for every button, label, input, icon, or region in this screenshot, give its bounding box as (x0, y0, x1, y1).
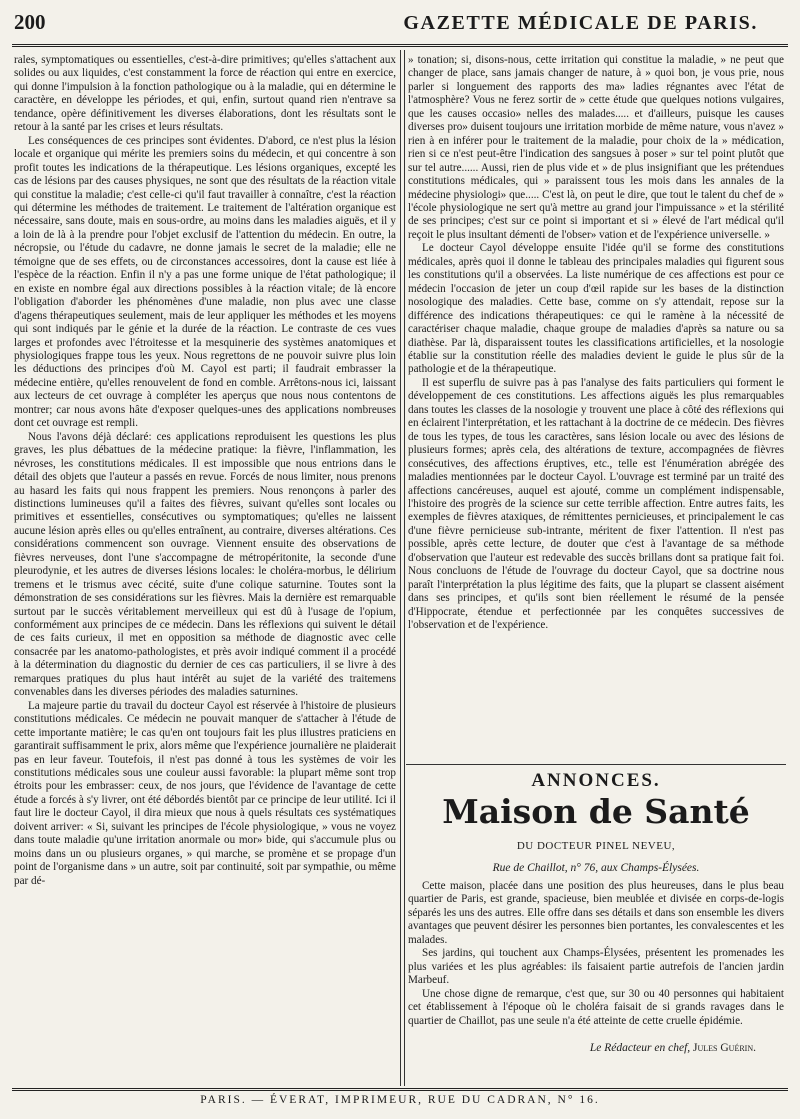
paragraph: Le docteur Cayol développe ensuite l'idée qu'il se forme des constitutions médicales, après quoi il donne le tableau des principales maladies qui figurent sous les constitutions qu'il a observées. La liste numérique de ces affections est pour ce médecin l'occasion de jeter un coup d'œil rapide sur les bases de la distinction nosologique des maladies. Cette base, comme on s'y attendait, repose sur la différence des indications thérapeutiques: ce qui le ramène à la nécessité de caractériser chaque maladie, chaque groupe de maladies d'après sa nature ou sa diathèse. Par là, disparaissent toutes les classifications artificielles, et la nosologie établie sur la constitution réelle des maladies devient le guide le plus sûr de la pathologie et de la thérapeutique. (408, 242, 784, 376)
paragraph: La majeure partie du travail du docteur Cayol est réservée à l'histoire de plusieurs constitutions médicales. Ce médecin ne pouvait manquer de s'attacher à l'étude de cette importante matière; le cas qu'en ont toujours fait les plus illustres praticiens en garantirait suffisamment le prix, alors même que l'expérience journalière ne plaiderait pas en leur faveur. Toutefois, il n'est pas donné à tous les systèmes de voir les constitutions médicales sous une couleur aussi favorable: la plupart même sont trop étroits pour les embrasser: ceux, de nos jours, que l'évidence de l'avantage de cette étude a forcés à s'y livrer, ont été débordés bientôt par ce principe de leur utilité. Ici il faut lire le docteur Cayol, il dira mieux que nous à quels résultats ces systématiques doivent arriver: « Si, suivant les principes de l'école physiologique, » vous ne voyez dans toute maladie qu'une irritation anormale ou mor» bide, qui s'accumule plus ou moins dans un ou plusieurs organes, » qui marche, se promène et se propage d'un point de l'organisme dans » un autre, soit par continuité, soit par sympathie, ou même par dé- (14, 699, 396, 887)
journal-title: GAZETTE MÉDICALE DE PARIS. (403, 12, 758, 34)
annonces-rule (406, 764, 786, 765)
paragraph: Une chose digne de remarque, c'est que, sur 30 ou 40 personnes qui habitaient cet établissement à l'époque où le choléra faisait de si grands ravages dans le quartier de Chaillot, pas une seule n'a été atteinte de cette cruelle épidémie. (408, 987, 784, 1027)
column-divider (400, 50, 405, 1086)
paragraph: Ses jardins, qui touchent aux Champs-Élysées, présentent les promenades les plus variées et les plus agréables: ils faisaient partie autrefois de l'ancien jardin Marbeuf. (408, 947, 784, 987)
signature-prefix: Le Rédacteur en chef, (589, 1041, 691, 1054)
annonces-heading: ANNONCES. (531, 770, 661, 791)
annonce-title: Maison de Santé (442, 792, 750, 831)
paragraph: Cette maison, placée dans une position des plus heureuses, dans le plus beau quartier de Paris, est grande, spacieuse, bien meublée et divisée en corps-de-logis séparés les uns des autres. Elle offre dans ses détails et dans son ensemble les divers avantages que peuvent désirer les personnes bien portantes, les convalescentes et les malades. (408, 880, 784, 946)
paragraph: » tonation; si, disons-nous, cette irritation qui constitue la maladie, » ne peut que changer de place, sans jamais changer de nature, à » quoi bon, je vous prie, nous parler si longuement des rapports des ma» ladies régnantes avec l'état de l'atmosphère? Vous ne ferez sortir de » cette étude que quelques notions vulgaires, que les causes occasio» nelles des malades..... et d'ailleurs, puisque les causes diverses pro» duisent toujours une irritation morbide de même nature, vous n'avez » rien à en inférer pour le traitement de la maladie, pour choix de la » médication, rien si ce n'est peut-être l'indication des sangsues à poser » sur tel point plutôt que sur tel autre...... Aussi, rien de plus vide et » de plus insignifiant que les prétendues constitutions médicales, qui » paraissent tous les mois dans les annales de la médecine physiologi» que..... C'est là, on peut le dire, que tout le talent du chef de » l'école physiologique ne sert qu'à mettre au grand jour l'impuissance » et la stérilité de ses principes; c'est sur ce point si important et si » élevé de l'art médical qu'il reçoit le plus insultant démenti de l'obser» vation et de l'expérience universelle. » (408, 54, 784, 241)
annonce-address: Rue de Chaillot, n° 76, aux Champs-Élysées. (492, 862, 700, 874)
paragraph: Il est superflu de suivre pas à pas l'analyse des faits particuliers qui forment le développement de ces constitutions. Les affections aiguës les plus remarquables dans toutes les classes de la nosologie y trouvent une place à côté des réflexions qui en éclairent l'interprétation, et les rattachant à la doctrine de ce médecin. Des fièvres de tous les types, de tous les caractères, sans lésion locale ou avec des lésions de plusieurs formes; après cela, des altérations de texture, accompagnées de fièvres consécutives, des affections éruptives, etc., telle est l'énumération abrégée des maladies mentionnées par le docteur Cayol. L'ouvrage est terminé par un traité des affections cancéreuses, auquel est ajouté, comme un complément indispensable, l'histoire des progrès de la science sur cette terrible affection. Entre autres faits, les exemples de fièvres ataxiques, de rémittentes pernicieuses, et principalement le cas d'une fièvre pernicieuse sub-intrante, méritent de fixer l'attention. Il n'est pas possible, après cette lecture, de douter que c'est à l'avantage de sa méthode d'observation que l'auteur est redevable des succès brillans dont sa pratique fait foi. Nous concluons de l'étude de l'ouvrage du docteur Cayol, que sa doctrine nous paraît l'interprétation la plus légitime des faits, que la plupart se classent aisément dans ses principes, et qu'ils sont bien réellement le résumé de la pensée d'Hippocrate, étendue et perfectionnée par les conquêtes successives de l'observation et de l'expérience. (408, 376, 784, 632)
editor-signature (408, 1042, 784, 1054)
annonce-doctor: DU DOCTEUR PINEL NEVEU, (516, 840, 676, 852)
right-column (408, 54, 784, 756)
left-column (14, 54, 396, 1086)
signature-name: Jules Guérin. (693, 1041, 756, 1054)
header-rule (12, 44, 788, 47)
paragraph: Nous l'avons déjà déclaré: ces applications reproduisent les questions les plus graves, les plus débattues de la médecine pratique: la fièvre, l'inflammation, les névroses, les constitutions médicales. Il est impossible que nous entrions dans le détail des objets que l'auteur a passés en revue. Forcés de nous limiter, nous prenons au hasard les faits qui nous frappent les premiers. Nous renonçons à parler des distinctions lumineuses qu'il a faites des fièvres, suivant qu'elles sont locales ou primitives et essentielles, consécutives ou symptomatiques; qu'elles ne laissent aucune lésion après elles ou qu'elles entraînent, au contraire, diverses altérations. Ces considérations commencent son ouvrage. Viennent ensuite des observations de fièvres nerveuses, dont l'une s'accompagne de métropéritonite, la seconde d'une pleurodynie, et les autres de diverses lésions locales: le choléra-morbus, le délirium tremens et le trismus avec cécité, suite d'une colique saturnine. Toutes sont la démonstration de ses considérations sur les fièvres. Mais la dernière est remarquable surtout par le succès véritablement merveilleux qui est dû à l'usage de l'opium, conformément aux principes de ce médecin. Dans les réflexions qui suivent le détail de ces faits curieux, il met en opposition sa méthode de diagnostic avec celle consacrée par les anatomo-pathologistes, et près avoir indiqué comment il a procédé à la détermination du diagnostic du dernier de ces cas particuliers, il se livre à des remarques pratiques du plus haut intérêt au sujet de la variété des traitemens convenables dans les diverses périodes des maladies saturnines. (14, 430, 396, 699)
footer-rule (12, 1088, 788, 1091)
annonces-section (408, 770, 784, 1054)
annonce-body (408, 880, 784, 1028)
paragraph: Les conséquences de ces principes sont évidentes. D'abord, ce n'est plus la lésion locale et organique qui mérite les premiers soins du médecin, et qui concentre à son profit toutes les indications de la thérapeutique. Les lésions organiques, excepté les cas de lésions par des causes physiques, ne sont que des résultats de la réaction vitale qui constitue la maladie; c'est celle-ci qu'il faut travailler à connaître, c'est la réaction qui détermine les méthodes de traitement. Le traitement de l'altération organique est nécessaire, sans doute, mais en sous-ordre, au moins dans les maladies aiguës, et il y a loin de là à la prendre pour l'objet exclusif de l'attention du médecin. En outre, la nécropsie, ou l'étude du cadavre, ne donne jamais le secret de la maladie; elle ne témoigne que de ses effets, ou de circonstances accessoires, dont la cause est liée à l'espèce de la réaction. Enfin il n'y a pas une forme unique de l'état pathologique; il en existe en nombre égal aux directions possibles à la réaction vitale; de là encore l'obligation d'aborder les phénomènes d'une maladie, non plus avec une classe d'agens thérapeutiques seulement, mais de leur appliquer les méthodes et les moyens qui sont indiqués par le génie et la durée de la réaction. Le contraste de ces vues larges et profondes avec l'étroitesse et la mesquinerie des systèmes anatomiques et physiologiques frappe tous les yeux. Nous regrettons de ne pouvoir suivre plus loin les déductions des principes d'où M. Cayol est parti; il faudrait embrasser la médecine entière, qu'elles renouvelent de fond en comble. Arrêtons-nous ici, laissant aux lecteurs de cet ouvrage à compléter les aperçus que nous nous contentons de montrer; car nous avons hâte d'exposer quelques-unes des applications nombreuses dont cet ouvrage est rempli. (14, 134, 396, 430)
printer-footer: PARIS. — ÉVERAT, IMPRIMEUR, RUE DU CADRAN, N° 16. (200, 1094, 600, 1106)
page-number: 200 (14, 10, 46, 34)
paragraph: rales, symptomatiques ou essentielles, c'est-à-dire primitives; qu'elles s'attachent aux solides ou aux liquides, c'est constamment la force de réaction qui entre en exercice, qui donne l'impulsion à la fonction pathologique ou à la maladie, qui en détermine le caractère, en développe les périodes, et qui, enfin, surtout quand rien n'entrave sa tendance, opère définitivement les diverses élaborations, dont les résultats sont le retour à la santé par les crises et leurs résultats. (14, 54, 396, 134)
